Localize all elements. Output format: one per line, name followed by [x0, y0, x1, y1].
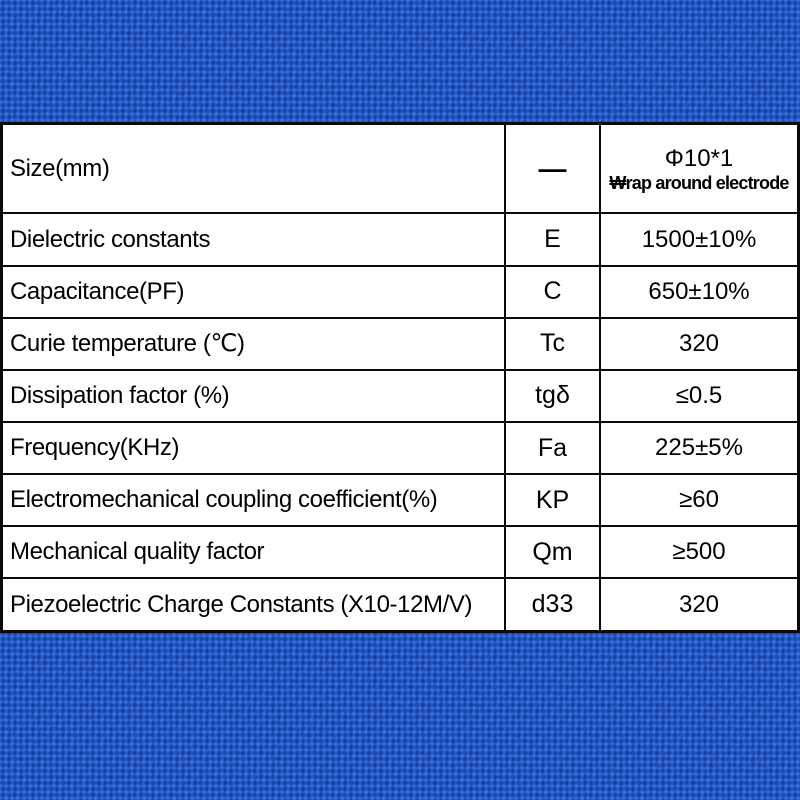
table-row-coupling-coefficient [2, 474, 799, 526]
spec-symbol: tgδ [505, 370, 600, 422]
table-row-charge-constants [2, 578, 799, 631]
spec-symbol: KP [505, 474, 600, 526]
spec-symbol: Tc [505, 318, 600, 370]
spec-label: Size(mm) [2, 124, 506, 214]
table-row-capacitance [2, 266, 799, 318]
spec-symbol [505, 124, 600, 214]
table-row-mechanical-quality [2, 526, 799, 578]
spec-label: Curie temperature (℃) [2, 318, 506, 370]
spec-label: Dissipation factor (%) [2, 370, 506, 422]
size-value: Φ10*1 [664, 145, 734, 173]
spec-symbol: d33 [505, 578, 600, 631]
spec-symbol: C [505, 266, 600, 318]
spec-symbol: E [505, 213, 600, 265]
spec-value: 225±5% [600, 422, 799, 474]
table-row-dissipation-factor [2, 370, 799, 422]
spec-table [0, 122, 800, 633]
electrode-note: ₩rap around electrode [609, 173, 789, 194]
spec-value: 650±10% [600, 266, 799, 318]
spec-label: Capacitance(PF) [2, 266, 506, 318]
table-row-frequency [2, 422, 799, 474]
spec-value: 320 [600, 318, 799, 370]
spec-value [600, 124, 799, 214]
spec-value: ≥500 [600, 526, 799, 578]
spec-label: Mechanical quality factor [2, 526, 506, 578]
spec-symbol: Qm [505, 526, 600, 578]
spec-label: Frequency(KHz) [2, 422, 506, 474]
spec-symbol: Fa [505, 422, 600, 474]
spec-value: 320 [600, 578, 799, 631]
spec-label: Electromechanical coupling coefficient(%) [2, 474, 506, 526]
table-row-curie-temperature [2, 318, 799, 370]
spec-label: Piezoelectric Charge Constants (X10-12M/V) [2, 578, 506, 631]
spec-value: ≤0.5 [600, 370, 799, 422]
spec-value: 1500±10% [600, 213, 799, 265]
dash-placeholder: — [538, 152, 567, 184]
spec-value: ≥60 [600, 474, 799, 526]
spec-label: Dielectric constants [2, 213, 506, 265]
table-row-size [2, 124, 799, 214]
table-row-dielectric [2, 213, 799, 265]
